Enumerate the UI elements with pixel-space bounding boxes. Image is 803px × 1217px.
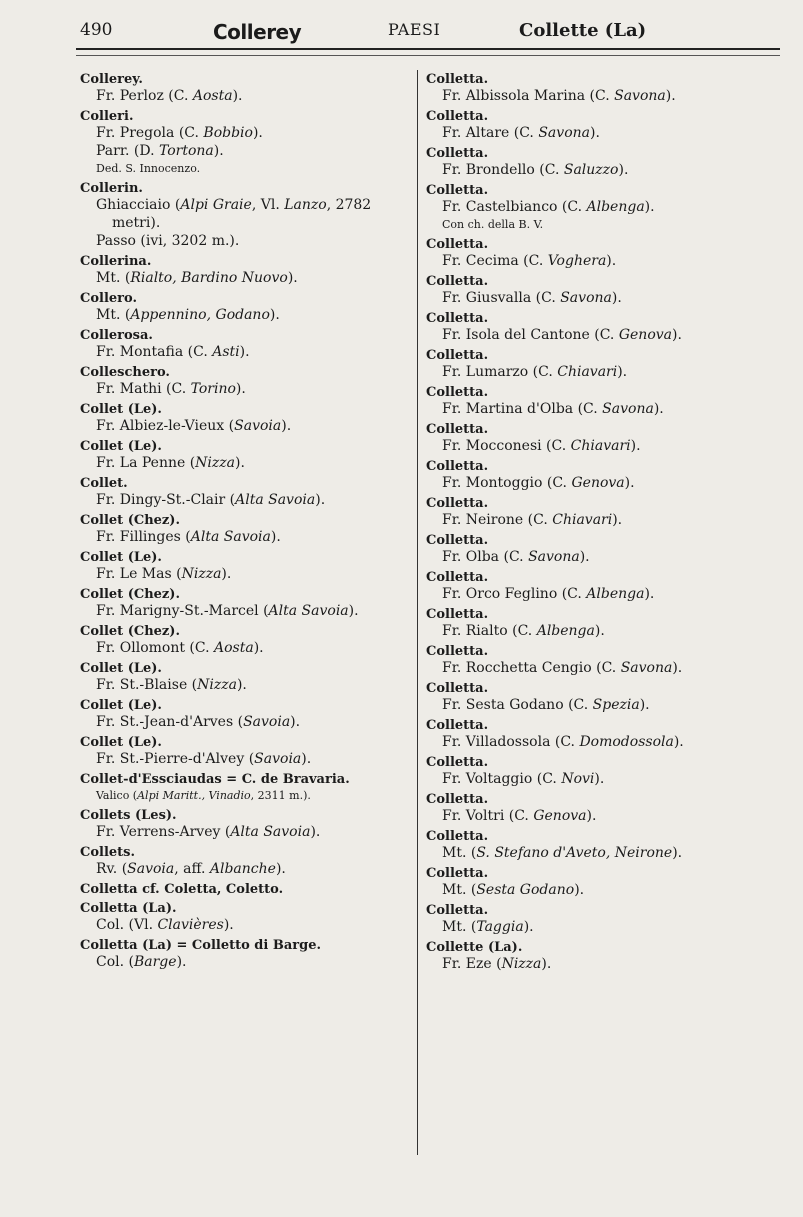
entry-headword: Collet (Le). <box>80 735 162 750</box>
entry-headword: Collet. <box>80 476 128 491</box>
header-rule-thin <box>76 55 780 56</box>
gazetteer-entry <box>426 422 776 455</box>
gazetteer-entry <box>80 109 405 177</box>
entry-headword: Colletta. <box>426 237 489 252</box>
entry-detail-line: Mt. (Taggia). <box>442 919 534 935</box>
entry-detail-line: Fr. Brondello (C. Saluzzo). <box>442 162 629 178</box>
gazetteer-entry <box>426 718 776 751</box>
gazetteer-entry <box>80 882 405 897</box>
entry-detail-line: Fr. Albissola Marina (C. Savona). <box>442 88 676 104</box>
entry-detail-line: Fr. Sesta Godano (C. Spezia). <box>442 697 650 713</box>
gazetteer-entry <box>80 402 405 435</box>
header-right-keyword: Collette (La) <box>519 20 647 41</box>
entry-headword: Collet (Chez). <box>80 624 180 639</box>
entry-detail-line: Col. (Barge). <box>96 954 187 970</box>
entry-headword: Colletta. <box>426 533 489 548</box>
entry-headword: Colletta. <box>426 183 489 198</box>
entry-detail-line: Fr. Voltaggio (C. Novi). <box>442 771 605 787</box>
entry-headword: Colletta. <box>426 72 489 87</box>
entry-headword: Colletta. <box>426 422 489 437</box>
gazetteer-entry <box>426 681 776 714</box>
entry-note: Valico (Alpi Maritt., Vinadio, 2311 m.). <box>96 789 311 802</box>
gazetteer-entry <box>426 496 776 529</box>
page-number: 490 <box>80 20 113 40</box>
entry-detail-line: Fr. Albiez-le-Vieux (Savoia). <box>96 418 292 434</box>
entry-detail-line: Mt. (Appennino, Godano). <box>96 307 280 323</box>
gazetteer-entry <box>426 903 776 936</box>
header-rule-thick <box>76 48 780 50</box>
gazetteer-entry <box>426 459 776 492</box>
gazetteer-entry <box>426 866 776 899</box>
entry-headword: Colletta. <box>426 718 489 733</box>
entry-detail-line: Fr. Eze (Nizza). <box>442 956 552 972</box>
entry-detail-line: Fr. Ollomont (C. Aosta). <box>96 640 264 656</box>
entry-detail-line: Fr. Mocconesi (C. Chiavari). <box>442 438 641 454</box>
gazetteer-entry <box>426 940 776 973</box>
gazetteer-entry <box>80 938 405 971</box>
entry-detail-line: Fr. Neirone (C. Chiavari). <box>442 512 623 528</box>
entry-headword: Collet-d'Essciaudas = C. de Bravaria. <box>80 772 350 787</box>
entry-detail-line: Fr. Perloz (C. Aosta). <box>96 88 243 104</box>
entry-headword: Collerey. <box>80 72 143 87</box>
gazetteer-entry <box>80 72 405 105</box>
gazetteer-entry <box>80 254 405 287</box>
header-left-keyword: Collerey <box>213 20 302 44</box>
gazetteer-entry <box>426 385 776 418</box>
entry-detail-line: Passo (ivi, 3202 m.). <box>96 233 240 249</box>
entry-detail-line: Fr. Rialto (C. Albenga). <box>442 623 605 639</box>
entry-detail-line: Fr. St.-Jean-d'Arves (Savoia). <box>96 714 301 730</box>
entry-detail-line: Fr. Le Mas (Nizza). <box>96 566 232 582</box>
gazetteer-entry <box>426 644 776 677</box>
entry-headword: Collet (Le). <box>80 402 162 417</box>
column-divider <box>417 70 418 1155</box>
entry-detail-line: Fr. Olba (C. Savona). <box>442 549 590 565</box>
entry-headword: Collero. <box>80 291 137 306</box>
entry-detail-line: Fr. Fillinges (Alta Savoia). <box>96 529 281 545</box>
entry-headword: Colletta. <box>426 274 489 289</box>
entry-headword: Collet (Le). <box>80 439 162 454</box>
entry-headword: Collets. <box>80 845 136 860</box>
gazetteer-entry <box>426 274 776 307</box>
left-column <box>80 72 405 975</box>
gazetteer-entry <box>426 183 776 233</box>
entry-headword: Colleschero. <box>80 365 170 380</box>
gazetteer-entry <box>426 607 776 640</box>
gazetteer-entry <box>426 829 776 862</box>
entry-detail-line: Fr. Cecima (C. Voghera). <box>442 253 617 269</box>
entry-headword: Colletta. <box>426 496 489 511</box>
entry-headword: Colletta. <box>426 385 489 400</box>
entry-detail-line: Fr. Giusvalla (C. Savona). <box>442 290 622 306</box>
entry-headword: Colletta. <box>426 570 489 585</box>
gazetteer-entry <box>80 439 405 472</box>
entry-headword: Colletta. <box>426 607 489 622</box>
entry-headword: Colletta cf. Coletta, Coletto. <box>80 882 284 897</box>
entry-headword: Colletta. <box>426 755 489 770</box>
entry-detail-line: Rv. (Savoia, aff. Albanche). <box>96 861 286 877</box>
entry-headword: Collet (Chez). <box>80 513 180 528</box>
entry-detail-line: Fr. Pregola (C. Bobbio). <box>96 125 263 141</box>
gazetteer-entry <box>80 901 405 934</box>
gazetteer-entry <box>80 587 405 620</box>
entry-headword: Collette (La). <box>426 940 523 955</box>
entry-headword: Colletta. <box>426 146 489 161</box>
entry-headword: Colletta. <box>426 681 489 696</box>
gazetteer-entry <box>80 550 405 583</box>
gazetteer-entry <box>426 146 776 179</box>
entry-detail-line: Fr. Castelbianco (C. Albenga). <box>442 199 655 215</box>
entry-headword: Collet (Chez). <box>80 587 180 602</box>
right-column <box>426 72 776 977</box>
entry-headword: Collerin. <box>80 181 143 196</box>
gazetteer-entry <box>80 624 405 657</box>
gazetteer-entry <box>426 237 776 270</box>
gazetteer-entry <box>80 808 405 841</box>
entry-detail-line: Fr. St.-Blaise (Nizza). <box>96 677 247 693</box>
entry-detail-line: Fr. Montafia (C. Asti). <box>96 344 250 360</box>
entry-headword: Colletta. <box>426 348 489 363</box>
entry-headword: Colletta. <box>426 866 489 881</box>
entry-detail-line: Fr. Mathi (C. Torino). <box>96 381 246 397</box>
gazetteer-entry <box>426 792 776 825</box>
entry-detail-line: Fr. Altare (C. Savona). <box>442 125 600 141</box>
entry-detail-line: Fr. Martina d'Olba (C. Savona). <box>442 401 664 417</box>
entry-detail-line: Mt. (S. Stefano d'Aveto, Neirone). <box>442 845 683 861</box>
entry-detail-line: Parr. (D. Tortona). <box>96 143 224 159</box>
entry-detail-line: Fr. La Penne (Nizza). <box>96 455 245 471</box>
entry-note: Con ch. della B. V. <box>442 218 544 231</box>
gazetteer-entry <box>426 311 776 344</box>
entry-headword: Collet (Le). <box>80 698 162 713</box>
entry-detail-line: Fr. Dingy-St.-Clair (Alta Savoia). <box>96 492 326 508</box>
header-section-title: PAESI <box>388 20 441 39</box>
gazetteer-entry <box>80 181 405 250</box>
gazetteer-entry <box>80 735 405 768</box>
entry-detail-line: Fr. Rocchetta Cengio (C. Savona). <box>442 660 683 676</box>
gazetteer-entry <box>80 513 405 546</box>
gazetteer-entry <box>80 328 405 361</box>
gazetteer-entry <box>80 365 405 398</box>
entry-detail-line: Fr. Isola del Cantone (C. Genova). <box>442 327 682 343</box>
gazetteer-entry <box>426 109 776 142</box>
entry-headword: Colletta. <box>426 829 489 844</box>
entry-detail-line: Mt. (Sesta Godano). <box>442 882 585 898</box>
entry-headword: Colletta (La). <box>80 901 177 916</box>
entry-headword: Colletta. <box>426 459 489 474</box>
entry-headword: Collet (Le). <box>80 661 162 676</box>
entry-headword: Colleri. <box>80 109 134 124</box>
entry-detail-line: Fr. Lumarzo (C. Chiavari). <box>442 364 628 380</box>
gazetteer-entry <box>426 72 776 105</box>
entry-detail-line: Col. (Vl. Clavières). <box>96 917 234 933</box>
entry-headword: Collet (Le). <box>80 550 162 565</box>
gazetteer-entry <box>80 661 405 694</box>
entry-detail-line: Fr. Voltri (C. Genova). <box>442 808 597 824</box>
entry-headword: Collets (Les). <box>80 808 177 823</box>
gazetteer-entry <box>426 348 776 381</box>
gazetteer-entry <box>426 570 776 603</box>
entry-detail-line: Fr. Orco Feglino (C. Albenga). <box>442 586 655 602</box>
gazetteer-entry <box>80 772 405 804</box>
gazetteer-entry <box>426 755 776 788</box>
entry-headword: Colletta. <box>426 109 489 124</box>
entry-detail-line: Ghiacciaio (Alpi Graie, Vl. Lanzo, 2782 metri). <box>96 197 372 231</box>
entry-detail-line: Fr. Villadossola (C. Domodossola). <box>442 734 684 750</box>
entry-detail-line: Mt. (Rialto, Bardino Nuovo). <box>96 270 298 286</box>
entry-headword: Colletta. <box>426 903 489 918</box>
gazetteer-entry <box>80 291 405 324</box>
gazetteer-entry <box>426 533 776 566</box>
entry-headword: Colletta (La) = Colletto di Barge. <box>80 938 322 953</box>
entry-note: Ded. S. Innocenzo. <box>96 162 201 175</box>
gazetteer-entry <box>80 698 405 731</box>
entry-detail-line: Fr. Verrens-Arvey (Alta Savoia). <box>96 824 321 840</box>
entry-headword: Collerosa. <box>80 328 153 343</box>
gazetteer-entry <box>80 845 405 878</box>
entry-headword: Colletta. <box>426 311 489 326</box>
entry-headword: Collerina. <box>80 254 152 269</box>
entry-detail-line: Fr. St.-Pierre-d'Alvey (Savoia). <box>96 751 312 767</box>
gazetteer-entry <box>80 476 405 509</box>
entry-detail-line: Fr. Montoggio (C. Genova). <box>442 475 635 491</box>
entry-detail-line: Fr. Marigny-St.-Marcel (Alta Savoia). <box>96 603 359 619</box>
entry-headword: Colletta. <box>426 792 489 807</box>
entry-headword: Colletta. <box>426 644 489 659</box>
